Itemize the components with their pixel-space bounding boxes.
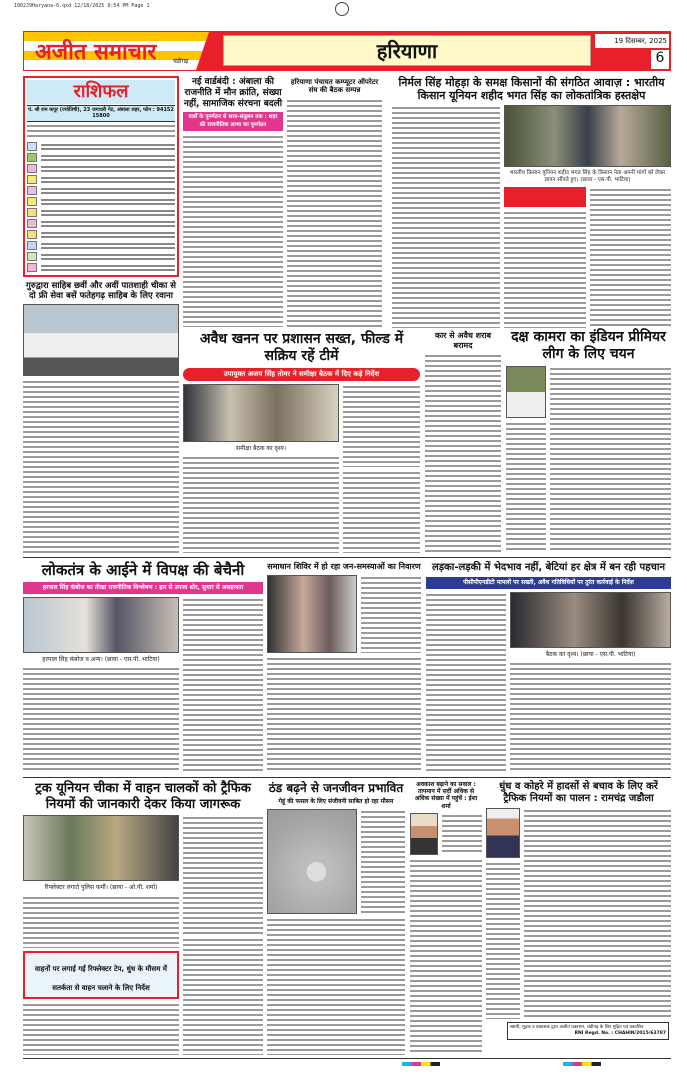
gurudwara-headline: गुरुद्वारा साहिब छवीं और अवीं पातशाही चीका से दो फ्री सेवा बसें फतेहगढ़ साहिब के लिए रवाना: [26, 281, 176, 302]
color-registration-bar: [563, 1062, 601, 1066]
libra-icon: [27, 208, 37, 217]
daksh-headline: दक्ष कामरा का इंडियन प्रीमियर लीग के लिए चयन: [511, 329, 666, 362]
divider: [23, 557, 671, 558]
betiyan-photo: [510, 592, 671, 648]
loktantra-caption: हरपाल सिंह कंबोज व अन्य। (छाया - एस.पी. भाटिया): [42, 655, 160, 663]
dhundh-headline: धुंध व कोहरे में हादसों से बचाव के लिए करें ट्रैफिक नियमों का पालन : रामचंद्र जडौला: [499, 781, 658, 804]
daksh-body: [550, 366, 671, 553]
samadhan-headline: समाधान शिविर में हो रहा जन-समस्याओं का निवारण: [267, 562, 421, 571]
dhundh-body-2: [486, 861, 520, 1019]
betiyan-body-2: [510, 661, 671, 773]
khanan-body-1: [343, 384, 420, 467]
panchayat-headline: हरियाणा पंचायत कम्प्यूटर ऑपरेटर संघ की बैठक सम्पन्न: [290, 78, 379, 95]
aquarius-icon: [27, 252, 37, 261]
rashifal-author: पं. श्री राम कपूर (ज्योतिषी), 23 जगाधरी गेट, अंबाला शहर, फोन : 94152 15800: [27, 105, 175, 122]
virgo-icon: [27, 197, 37, 206]
imprint-box: [507, 1022, 669, 1040]
thand-story: [267, 781, 405, 1055]
rni-number: RNI Regd. No. : CHAHIN/2015/63787: [574, 1030, 666, 1036]
panchayat-body: [287, 98, 382, 327]
pisces-icon: [27, 263, 37, 272]
sign-virgo: [27, 197, 175, 206]
kisan-story: [392, 76, 671, 328]
gemini-icon: [27, 164, 37, 173]
kisan-photo: [504, 105, 671, 167]
sign-leo: [27, 186, 175, 195]
section-title: हरियाणा: [376, 39, 438, 63]
betiyan-caption: बैठक का दृश्य। (छाया - एस.पी. भाटिया): [545, 650, 636, 658]
loktantra-body-2: [23, 666, 179, 773]
isha-headline: अवकाश बढ़ाने का सवाल : तापमान में सर्दी अधिक से अधिक संख्या में पहुंचें : ईशा शर्मा: [414, 781, 478, 810]
date-box: 19 दिसम्बर, 2025: [595, 34, 669, 48]
panchayat-story: [287, 78, 382, 327]
sharab-story: [425, 331, 501, 553]
sharab-body: [425, 353, 501, 553]
loktantra-body-1: [183, 597, 263, 773]
rashifal-intro: [27, 123, 175, 139]
loktantra-photo: [23, 597, 179, 653]
wardbandi-body: [183, 134, 283, 327]
truck-body-4: [23, 1002, 179, 1055]
truck-body-3: [183, 937, 263, 1055]
khanan-body-3: [343, 470, 420, 553]
samadhan-body-1: [361, 575, 421, 653]
daksh-story: [506, 329, 671, 553]
kisan-body-1: [392, 105, 500, 328]
kisan-body-2: [590, 187, 672, 328]
dhundh-body-1: [524, 808, 671, 1019]
samadhan-photo: [267, 575, 357, 653]
truck-caption: रिफ्लेक्टर लगाते पुलिस कर्मी। (छाया - ओ.पी. शर्मा): [44, 884, 158, 892]
loktantra-headline: लोकतंत्र के आईने में विपक्ष की बेचैनी: [41, 561, 245, 579]
cancer-icon: [27, 175, 37, 184]
bottom-rule: [23, 1058, 671, 1059]
khanan-story: [183, 331, 420, 553]
truck-body-2: [23, 895, 179, 948]
kisan-headline: निर्मल सिंह मोहड़ा के समक्ष किसानों की संगठित आवाज़ : भारतीय किसान यूनियन शहीद भगत सिंह का लोकतांत्रिक हस्तक्षेप: [398, 76, 665, 103]
zodiac-list: [27, 140, 175, 274]
fog-photo: [267, 809, 357, 914]
leo-icon: [27, 186, 37, 195]
gurudwara-story: [23, 281, 179, 553]
thand-subhead: गेहूं की फसल के लिए संजीवनी साबित हो रहा मौसम: [278, 798, 394, 806]
isha-body-2: [410, 858, 482, 1055]
truck-highlight-text: वाहनों पर लगाई गईं रिफ्लेक्टर टेप, धुंध के मौसम में सतर्कता से वाहन चलाने के लिए निर्देश: [35, 964, 167, 992]
masthead: [23, 31, 671, 71]
gurudwara-body: [23, 379, 179, 553]
truck-highlight-box: [23, 951, 179, 999]
kisan-caption: भारतीय किसान यूनियन शहीद भगत सिंह के किसान नेता अपनी मांगों को लेकर ज्ञापन सौंपते हुए। (छाया - एस.पी. भाटिया): [509, 170, 666, 184]
daksh-photo: [506, 366, 546, 418]
page-number: 6: [651, 50, 669, 69]
thand-headline: ठंड बढ़ने से जनजीवन प्रभावित: [268, 781, 404, 795]
betiyan-subhead: पीसीपीएनडीटी मामलों पर सख्ती, अवैध गतिविधियों पर तुरंत कार्रवाई के निर्देश: [426, 577, 671, 589]
thand-body-2: [267, 917, 405, 1055]
kisan-quote-box: [504, 187, 586, 207]
kisan-body-3: [504, 210, 586, 328]
sign-gemini: [27, 164, 175, 173]
truck-photo: [23, 815, 179, 881]
rashifal-box: [23, 76, 179, 277]
daksh-body-2: [506, 421, 546, 553]
khanan-photo: [183, 384, 339, 442]
sign-cancer: [27, 175, 175, 184]
samadhan-body-2: [267, 656, 421, 773]
samadhan-story: [267, 562, 421, 773]
sign-pisces: [27, 263, 175, 272]
scorpio-icon: [27, 219, 37, 228]
section-banner: [223, 35, 591, 66]
paper-name: अजीत समाचार: [35, 40, 157, 65]
sign-taurus: [27, 153, 175, 162]
truck-headline: ट्रक यूनियन चीका में वाहन चालकों को ट्रैफिक नियमों की जानकारी देकर किया जागरूक: [35, 781, 251, 812]
wardbandi-headline: नई वार्डबंदी : अंबाला की राजनीति में मौन क्रांति, संख्या नहीं, सामाजिक संरचना बदली: [183, 77, 283, 109]
capricorn-icon: [27, 241, 37, 250]
wardbandi-subhead: वार्डों के पुनर्गठन से सत्ता-संतुलन तक : शहर की राजनीतिक आभा का पुनर्गठन: [183, 112, 283, 130]
sign-sagittarius: [27, 230, 175, 239]
registration-mark: [335, 2, 349, 16]
thand-body-1: [361, 809, 405, 914]
wardbandi-story: [183, 77, 283, 327]
khanan-headline: अवैध खनन पर प्रशासन सख्त, फील्ड में सक्रिय रहें टीमें: [199, 331, 404, 364]
sign-aquarius: [27, 252, 175, 261]
isha-body: [442, 813, 482, 855]
sagittarius-icon: [27, 230, 37, 239]
khanan-subhead: उपायुक्त अजय सिंह तोमर ने समीक्षा बैठक में दिए कड़े निर्देश: [183, 368, 420, 381]
sign-scorpio: [27, 219, 175, 228]
sign-libra: [27, 208, 175, 217]
rashifal-title: राशिफल: [27, 80, 175, 104]
sign-aries: [27, 142, 175, 151]
loktantra-subhead: हरपाल सिंह कंबोज का तीखा राजनीतिक विश्लेषण : हार से उपजा शोर, सुधार से असहजता: [23, 582, 263, 594]
aries-icon: [27, 142, 37, 151]
khanan-body-2: [183, 455, 339, 553]
dhundh-photo: [486, 808, 520, 858]
bus-photo: [23, 304, 179, 376]
print-slug: 1902J9Haryana-6.qxd 12/18/2025 9:54 PM Page 1: [14, 3, 150, 9]
edition-label: चंडीगढ़: [173, 58, 189, 65]
betiyan-story: [426, 562, 671, 773]
khanan-caption: समीक्षा बैठक का दृश्य।: [236, 444, 286, 452]
betiyan-body-1: [426, 592, 506, 773]
imprint-text: स्वामी, मुद्रक व प्रकाशक द्वारा अजीत प्रकाशन, चंडीगढ़ के लिए मुद्रित एवं प्रकाशित: [510, 1025, 644, 1030]
loktantra-story: [23, 561, 263, 773]
isha-story: [410, 781, 482, 1055]
dhundh-story: [486, 781, 671, 1019]
sharab-headline: कार से अवैध शराब बरामद: [434, 331, 492, 350]
divider: [23, 777, 671, 778]
taurus-icon: [27, 153, 37, 162]
isha-photo: [410, 813, 438, 855]
truck-story: [23, 781, 263, 1055]
sign-capricorn: [27, 241, 175, 250]
betiyan-headline: लड़का-लड़की में भेदभाव नहीं, बेटियां हर क्षेत्र में बन रही पहचान: [431, 562, 666, 573]
truck-body-1: [183, 815, 263, 933]
color-registration-bar: [402, 1062, 440, 1066]
